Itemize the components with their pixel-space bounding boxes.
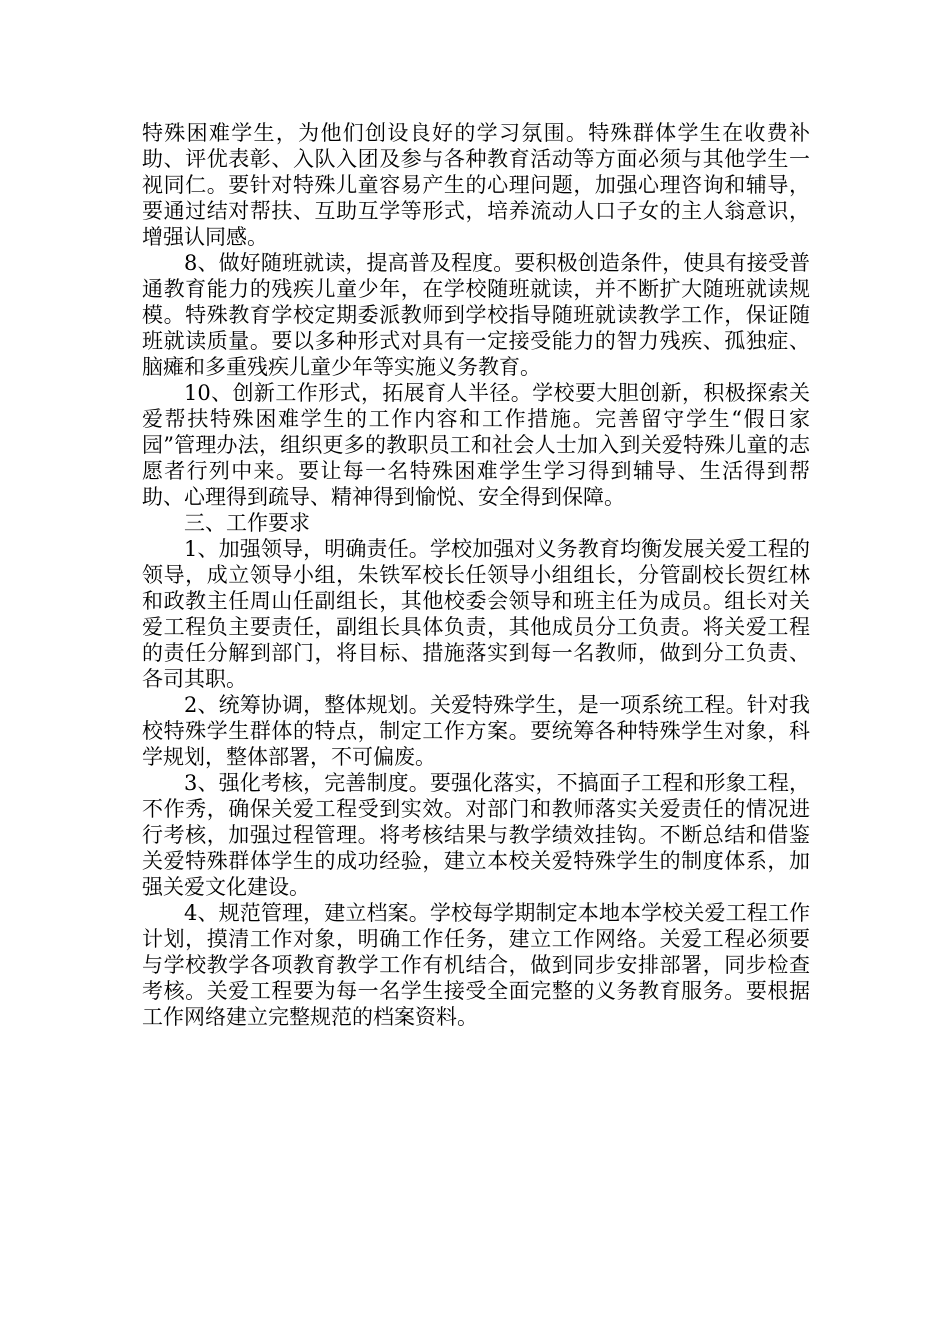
paragraph-continuation: 特殊困难学生，为他们创设良好的学习氛围。特殊群体学生在收费补助、评优表彰、入队入团及参与各种教育活动等方面必须与其他学生一视同仁。要针对特殊儿童容易产生的心理问题，加强心理咨询和辅导，要通过结对帮扶、互助互学等形式，培养流动人口子女的主人翁意识，增强认同感。 — [142, 121, 810, 249]
paragraph-requirement-1: 1、加强领导，明确责任。学校加强对义务教育均衡发展关爱工程的领导，成立领导小组，朱铁军校长任领导小组组长，分管副校长贺红林和政教主任周山任副组长，其他校委会领导和班主任为成员。组长对关爱工程负主要责任，副组长具体负责，其他成员分工负责。将关爱工程的责任分解到部门，将目标、措施落实到每一名教师，做到分工负责、各司其职。 — [142, 537, 810, 691]
paragraph-requirement-2: 2、统筹协调，整体规划。关爱特殊学生，是一项系统工程。针对我校特殊学生群体的特点，制定工作方案。要统筹各种特殊学生对象，科学规划，整体部署，不可偏废。 — [142, 693, 810, 769]
paragraph-item-8: 8、做好随班就读，提高普及程度。要积极创造条件，使具有接受普通教育能力的残疾儿童少年，在学校随班就读，并不断扩大随班就读规模。特殊教育学校定期委派教师到学校指导随班就读教学工作，保证随班就读质量。要以多种形式对具有一定接受能力的智力残疾、孤独症、脑瘫和多重残疾儿童少年等实施义务教育。 — [142, 251, 810, 379]
paragraph-requirement-3: 3、强化考核，完善制度。要强化落实，不搞面子工程和形象工程，不作秀，确保关爱工程受到实效。对部门和教师落实关爱责任的情况进行考核，加强过程管理。将考核结果与教学绩效挂钩。不断总结和借鉴关爱特殊群体学生的成功经验，建立本校关爱特殊学生的制度体系，加强关爱文化建设。 — [142, 771, 810, 899]
paragraph-requirement-4: 4、规范管理，建立档案。学校每学期制定本地本学校关爱工程工作计划，摸清工作对象，明确工作任务，建立工作网络。关爱工程必须要与学校教学各项教育教学工作有机结合，做到同步安排部署，同步检查考核。关爱工程要为每一名学生接受全面完整的义务教育服务。要根据工作网络建立完整规范的档案资料。 — [142, 901, 810, 1029]
section-heading-work-requirements: 三、工作要求 — [184, 511, 310, 535]
document-body — [142, 120, 810, 1030]
paragraph-item-10: 10、创新工作形式，拓展育人半径。学校要大胆创新，积极探索关爱帮扶特殊困难学生的工作内容和工作措施。完善留守学生“假日家园”管理办法，组织更多的教职员工和社会人士加入到关爱特殊儿童的志愿者行列中来。要让每一名特殊困难学生学习得到辅导、生活得到帮助、心理得到疏导、精神得到愉悦、安全得到保障。 — [142, 381, 810, 509]
